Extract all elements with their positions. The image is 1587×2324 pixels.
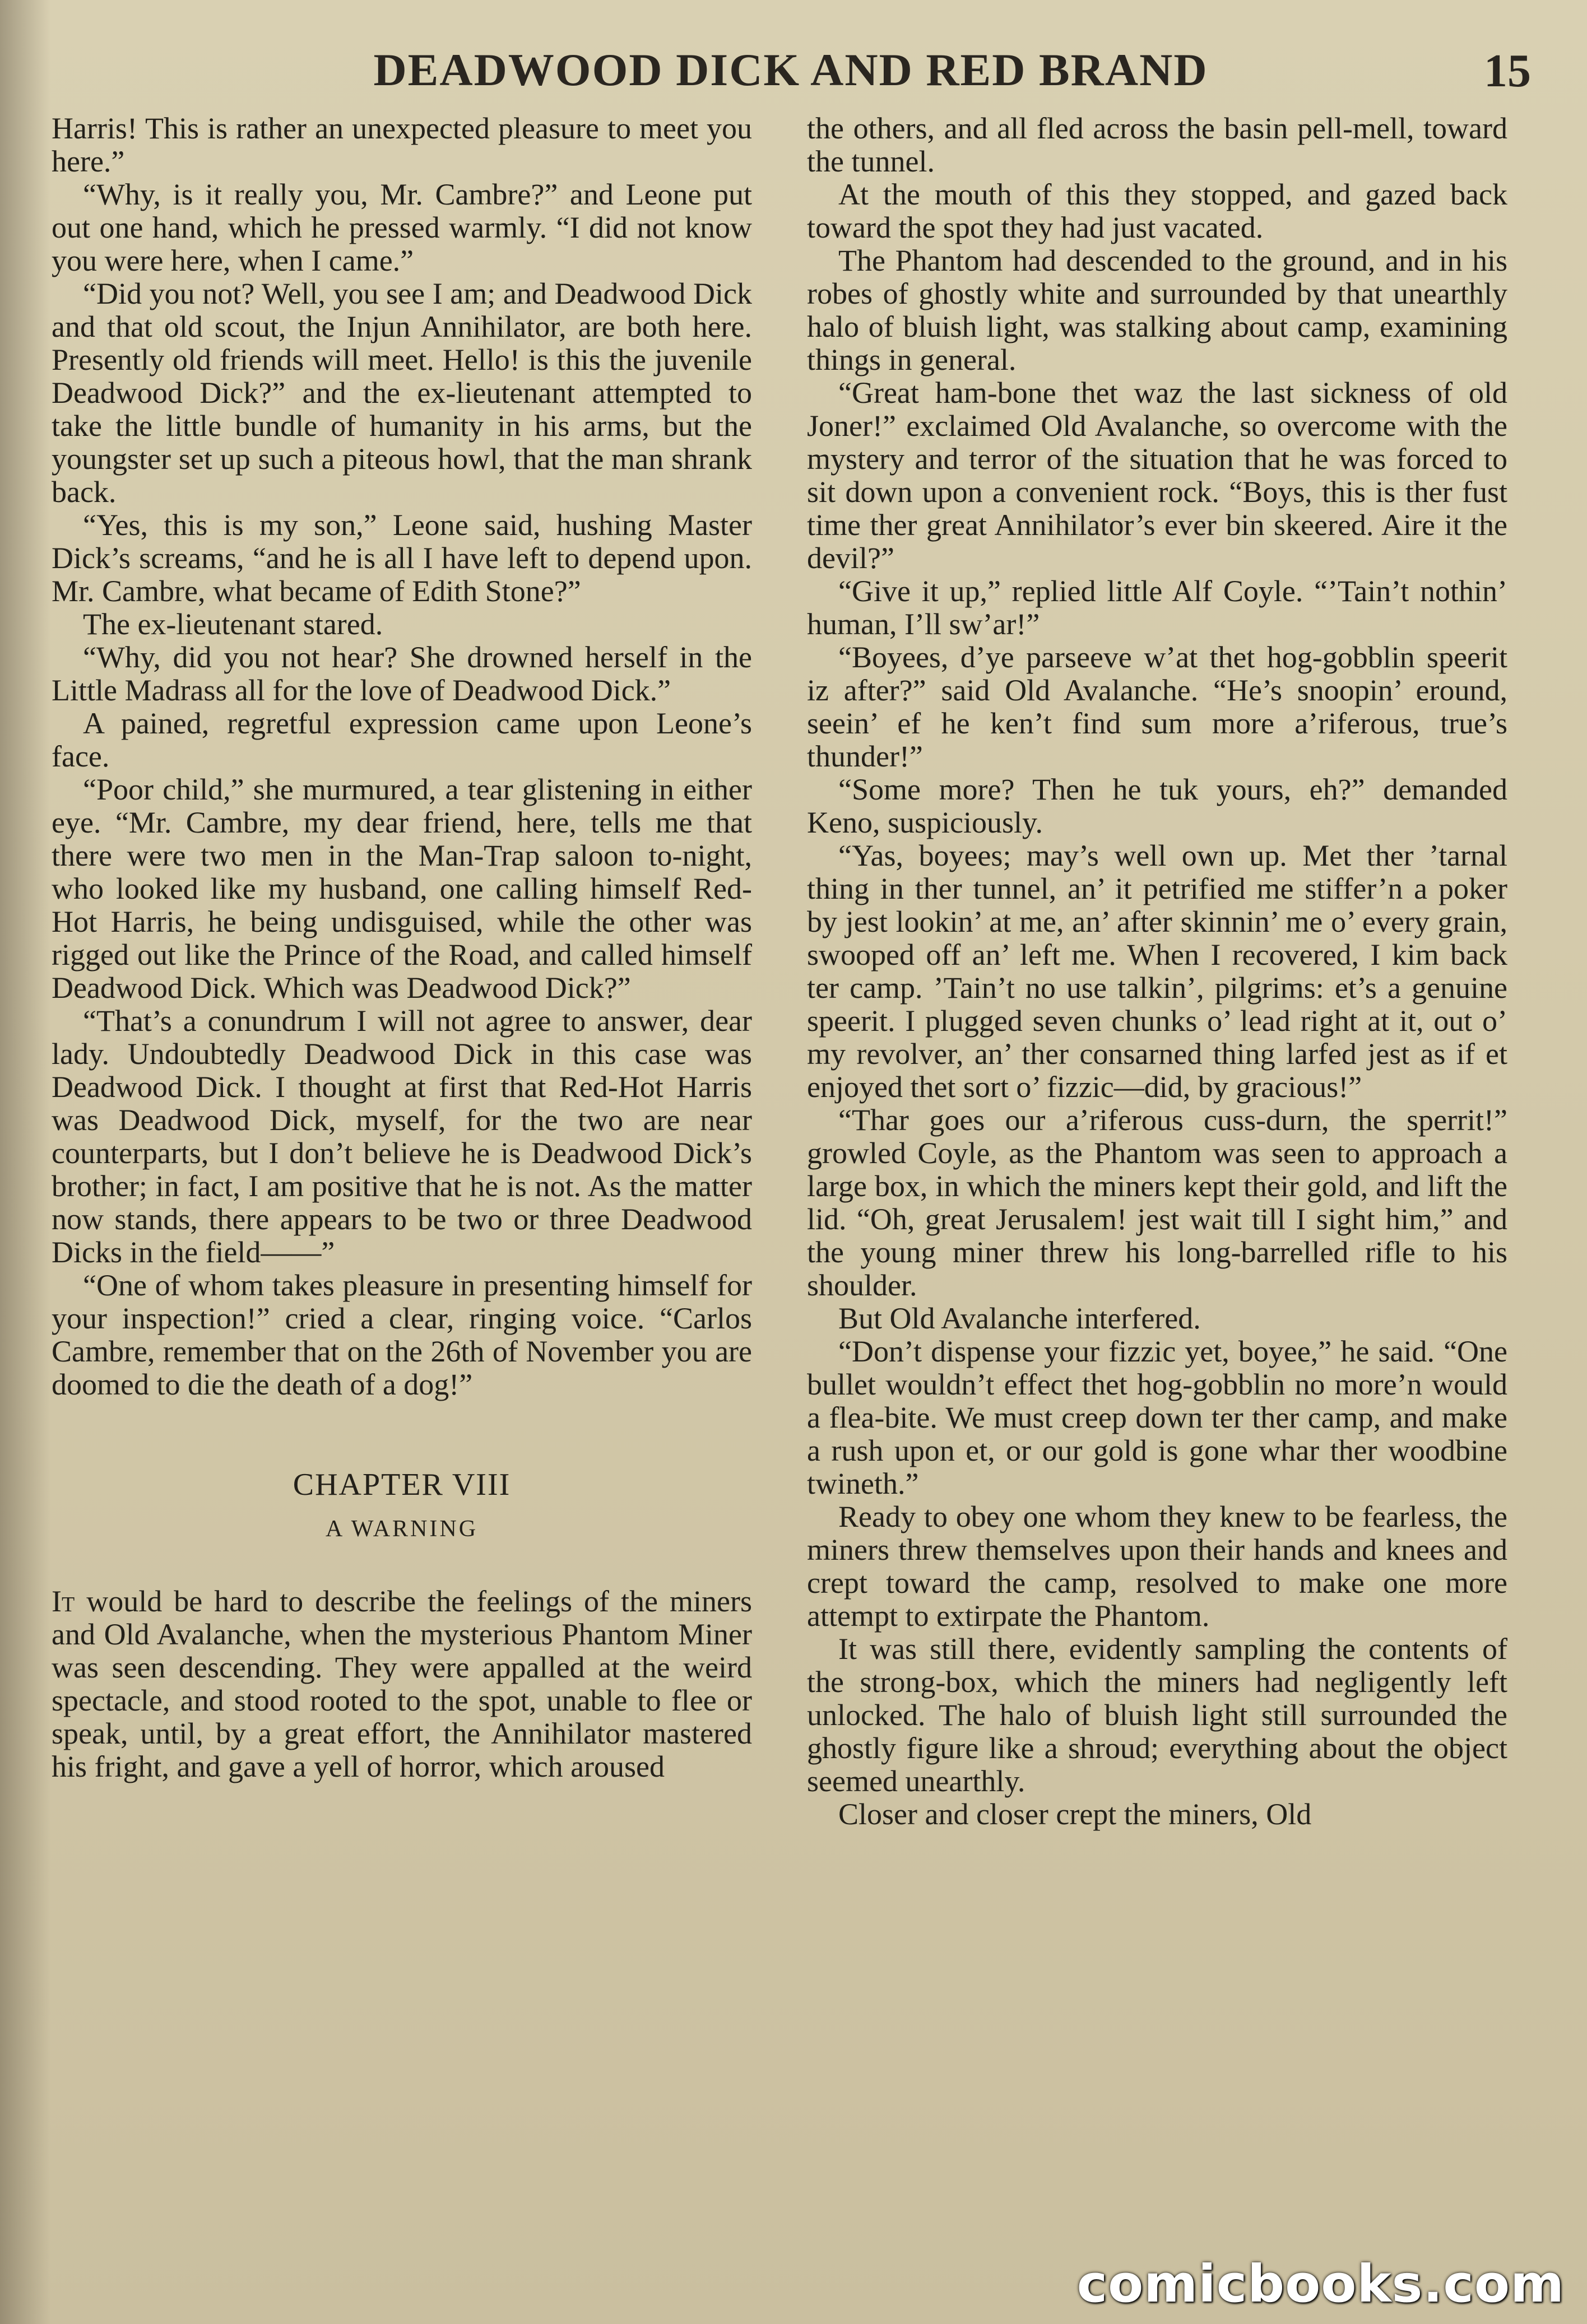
paragraph: Harris! This is rather an unexpected pleasure to meet you here.”: [52, 111, 752, 178]
paragraph: The Phantom had descended to the ground, and in his robes of ghostly white and surrounded by that unearthly halo of bluish light, was stalking about camp, examining things in general.: [807, 244, 1507, 377]
paragraph: “Some more? Then he tuk yours, eh?” demanded Keno, suspiciously.: [807, 773, 1507, 839]
paragraph: Ready to obey one whom they knew to be fearless, the miners threw themselves upon their hands and knees and crept toward the camp, resolved to make one more attempt to extirpate the Phantom.: [807, 1500, 1507, 1633]
page-binding-shadow: [0, 0, 50, 2324]
dropcap-word: It: [52, 1584, 75, 1618]
paragraph: “Did you not? Well, you see I am; and Deadwood Dick and that old scout, the Injun Annihilator, are both here. Presently old friends will meet. Hello! is this the juvenile Deadwood Dick?” and the ex-lieutenant attempted to take the little bundle of humanity in his arms, but the youngster set up such a piteous howl, that the man shrank back.: [52, 277, 752, 509]
paragraph: Closer and closer crept the miners, Old: [838, 1797, 1312, 1831]
chapter-opening-paragraph: [52, 1585, 752, 1783]
paragraph: The ex-lieutenant stared.: [83, 607, 383, 641]
paragraph: “Yes, this is my son,” Leone said, hushing Master Dick’s screams, “and he is all I have left to depend upon. Mr. Cambre, what became of Edith Stone?”: [52, 508, 752, 608]
paragraph: At the mouth of this they stopped, and gazed back toward the spot they had just vacated.: [807, 178, 1507, 244]
paragraph: “Why, did you not hear? She drowned herself in the Little Madrass all for the love of Deadwood Dick.”: [52, 640, 752, 707]
paragraph: “Don’t dispense your fizzic yet, boyee,” he said. “One bullet wouldn’t effect thet hog-gobblin no more’n would a flea-bite. We must creep down ter ther camp, and make a rush upon et, or our gold is gone whar ther woodbine twineth.”: [807, 1335, 1507, 1500]
running-header: [50, 44, 1531, 105]
paragraph: “Yas, boyees; may’s well own up. Met ther ’tarnal thing in ther tunnel, an’ it petrified me stiffer’n a poker by jest lookin’ at me, an’ after skinnin’ me o’ every grain, swooped off an’ left me. When I recovered, I kim back ter camp. ’Tain’t no use talkin’, pilgrims: et’s a genuine speerit. I plugged seven chunks o’ lead right at it, out o’ my revolver, an’ ther consarned thing larfed jest as if et enjoyed thet sort o’ fizzic—did, by gracious!”: [807, 839, 1507, 1104]
site-watermark: comicbooks.com: [1076, 2254, 1565, 2314]
paragraph: “Thar goes our a’riferous cuss-durn, the sperrit!” growled Coyle, as the Phantom was seen to approach a large box, in which the miners kept their gold, and lift the lid. “Oh, great Jerusalem! jest wait till I sight him,” and the young miner threw his long-barrelled rifle to his shoulder.: [807, 1103, 1507, 1302]
paragraph: “Great ham-bone thet waz the last sickness of old Joner!” exclaimed Old Avalanche, so overcome with the mystery and terror of the situation that he was forced to sit down upon a convenient rock. “Boys, this is ther fust time ther great Annihilator’s ever bin skeered. Aire it the devil?”: [807, 376, 1507, 575]
running-title: DEADWOOD DICK AND RED BRAND: [373, 44, 1208, 95]
paragraph: But Old Avalanche interfered.: [838, 1302, 1201, 1335]
paragraph: “One of whom takes pleasure in presenting himself for your inspection!” cried a clear, ringing voice. “Carlos Cambre, remember that on the 26th of November you are doomed to die the death of a dog!”: [52, 1268, 752, 1401]
paragraph: “Give it up,” replied little Alf Coyle. “’Tain’t nothin’ human, I’ll sw’ar!”: [807, 574, 1507, 641]
paragraph: the others, and all fled across the basin pell-mell, toward the tunnel.: [807, 111, 1507, 178]
paragraph: “Boyees, d’ye parseeve w’at thet hog-gobblin speerit iz after?” said Old Avalanche. “He’s snoopin’ eround, seein’ ef he ken’t find sum more a’riferous, true’s thunder!”: [807, 640, 1507, 773]
chapter-heading: CHAPTER VIII: [293, 1467, 511, 1502]
chapter-subtitle: A WARNING: [325, 1516, 479, 1542]
paragraph: It was still there, evidently sampling the contents of the strong-box, which the miners had negligently left unlocked. The halo of bluish light still surrounded the ghostly figure like a shroud; everything about the object seemed unearthly.: [807, 1632, 1507, 1798]
right-column: [807, 112, 1507, 1831]
paragraph: A pained, regretful expression came upon Leone’s face.: [52, 707, 752, 773]
paragraph: “Why, is it really you, Mr. Cambre?” and Leone put out one hand, which he pressed warmly. “I did not know you were here, when I came.”: [52, 178, 752, 277]
left-column: [52, 112, 752, 1783]
paragraph: “That’s a conundrum I will not agree to answer, dear lady. Undoubtedly Deadwood Dick in this case was Deadwood Dick. I thought at first that Red-Hot Harris was Deadwood Dick, myself, for the two are near counterparts, but I don’t believe he is Deadwood Dick’s brother; in fact, I am positive that he is not. As the matter now stands, there appears to be two or three Deadwood Dicks in the field——”: [52, 1004, 752, 1269]
paragraph: “Poor child,” she murmured, a tear glistening in either eye. “Mr. Cambre, my dear friend, here, tells me that there were two men in the Man-Trap saloon to-night, who looked like my husband, one calling himself Red-Hot Harris, he being undisguised, while the other was rigged out like the Prince of the Road, and called himself Deadwood Dick. Which was Deadwood Dick?”: [52, 773, 752, 1005]
page-number: 15: [1484, 45, 1531, 97]
chapter-opening-text: would be hard to describe the feelings of the miners and Old Avalanche, when the mysterious Phantom Miner was seen descending. They were appalled at the weird spectacle, and stood rooted to the spot, unable to flee or speak, until, by a great effort, the Annihilator mastered his fright, and gave a yell of horror, which aroused: [52, 1584, 752, 1783]
